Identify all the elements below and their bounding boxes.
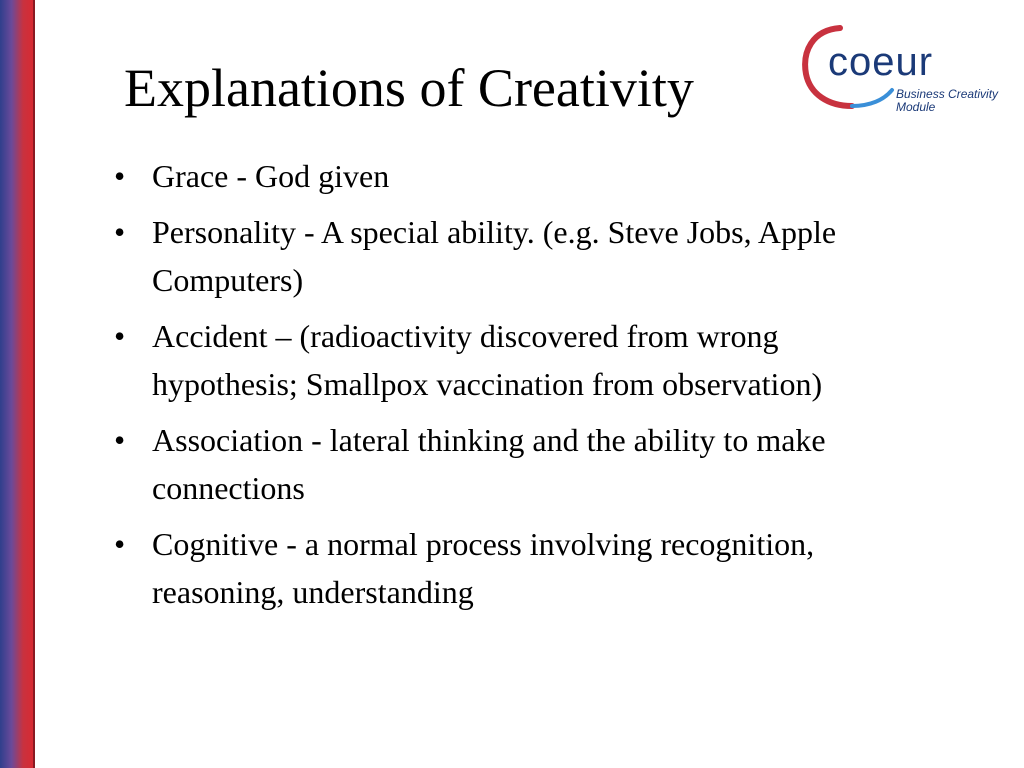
bullet-text: Association - lateral thinking and the ability to make connections: [152, 422, 826, 506]
logo-word: coeur: [828, 40, 934, 84]
bullet-item: [112, 312, 872, 408]
bullet-text: Grace - God given: [152, 158, 390, 194]
bullet-item: [112, 520, 872, 616]
logo-subtitle-line-1: Business Creativity: [896, 87, 999, 101]
coeur-logo: [800, 22, 1010, 120]
bullet-marker: •: [114, 526, 126, 562]
bullet-marker: •: [114, 158, 126, 194]
logo-subtitle-line-2: Module: [896, 100, 936, 115]
bullet-text: Accident – (radioactivity discovered from wrong hypothesis; Smallpox vaccination from observation): [152, 318, 823, 402]
bullet-marker: •: [114, 214, 126, 250]
bullet-text: Cognitive - a normal process involving recognition, reasoning, understanding: [152, 526, 815, 610]
side-accent-bar: [0, 0, 33, 768]
bullet-marker: •: [114, 422, 126, 458]
bullet-text: Personality - A special ability. (e.g. Steve Jobs, Apple Computers): [152, 214, 837, 298]
slide-title: Explanations of Creativity: [124, 58, 694, 118]
bullet-item: [112, 416, 872, 512]
bullet-item: [112, 208, 872, 304]
bullet-item: [112, 152, 872, 200]
bullet-list: [112, 152, 872, 624]
side-accent-bar-edge: [33, 0, 35, 768]
bullet-marker: •: [114, 318, 126, 354]
logo-subtitle: [896, 88, 998, 114]
